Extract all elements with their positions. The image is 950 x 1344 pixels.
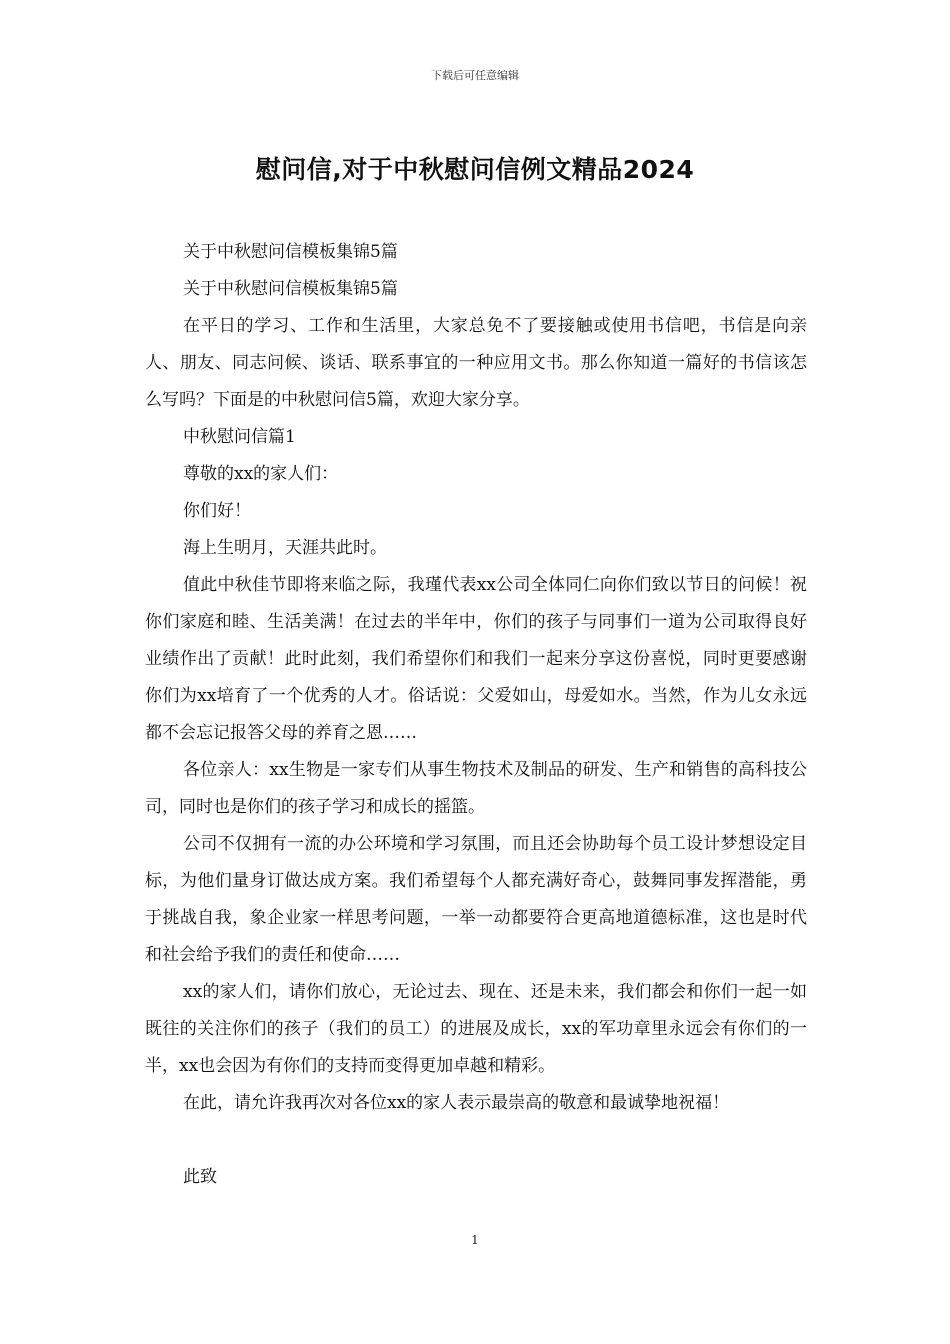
page-number: 1 xyxy=(471,1233,479,1247)
page-header: 下载后可任意编辑 xyxy=(431,69,519,82)
paragraph: 在平日的学习、工作和生活里，大家总免不了要接触或使用书信吧，书信是向亲人、朋友、同志问候、谈话、联系事宜的一种应用文书。那么你知道一篇好的书信该怎么写吗？下面是的中秋慰问信5篇，欢迎大家分享。 xyxy=(145,316,807,410)
paragraph: 各位亲人：xx生物是一家专们从事生物技术及制品的研发、生产和销售的高科技公司，同时也是你们的孩子学习和成长的摇篮。 xyxy=(145,760,807,817)
paragraph: xx的家人们，请你们放心，无论过去、现在、还是未来，我们都会和你们一起一如既往的关注你们的孩子（我们的员工）的进展及成长，xx的军功章里永远会有你们的一半，xx也会因为有你们的支持而变得更加卓越和精彩。 xyxy=(145,982,807,1076)
paragraph: 关于中秋慰问信模板集锦5篇 xyxy=(183,279,398,299)
section-heading: 中秋慰问信篇1 xyxy=(183,427,296,447)
greeting: 你们好！ xyxy=(183,501,251,521)
paragraph: 海上生明月，天涯共此时。 xyxy=(183,538,387,558)
paragraph: 值此中秋佳节即将来临之际，我瑾代表xx公司全体同仁向你们致以节日的问候！祝你们家庭和睦、生活美满！在过去的半年中，你们的孩子与同事们一道为公司取得良好业绩作出了贡献！此时此刻，我们希望你们和我们一起来分享这份喜悦，同时更要感谢你们为xx培育了一个优秀的人才。俗话说：父爱如山，母爱如水。当然，作为儿女永远都不会忘记报答父母的养育之恩…… xyxy=(145,575,807,743)
closing: 此致 xyxy=(183,1167,217,1187)
document-title: 慰问信,对于中秋慰问信例文精品2024 xyxy=(255,155,695,184)
blank-line xyxy=(145,1122,807,1159)
salutation: 尊敬的xx的家人们： xyxy=(183,464,339,484)
paragraph: 关于中秋慰问信模板集锦5篇 xyxy=(183,242,398,262)
paragraph: 在此，请允许我再次对各位xx的家人表示最崇高的敬意和最诚挚地祝福！ xyxy=(183,1093,730,1113)
document-body xyxy=(145,234,807,1196)
paragraph: 公司不仅拥有一流的办公环境和学习氛围，而且还会协助每个员工设计梦想设定目标，为他们量身订做达成方案。我们希望每个人都充满好奇心，鼓舞同事发挥潜能，勇于挑战自我，象企业家一样思考问题，一举一动都要符合更高地道德标准，这也是时代和社会给予我们的责任和使命…… xyxy=(145,834,807,965)
